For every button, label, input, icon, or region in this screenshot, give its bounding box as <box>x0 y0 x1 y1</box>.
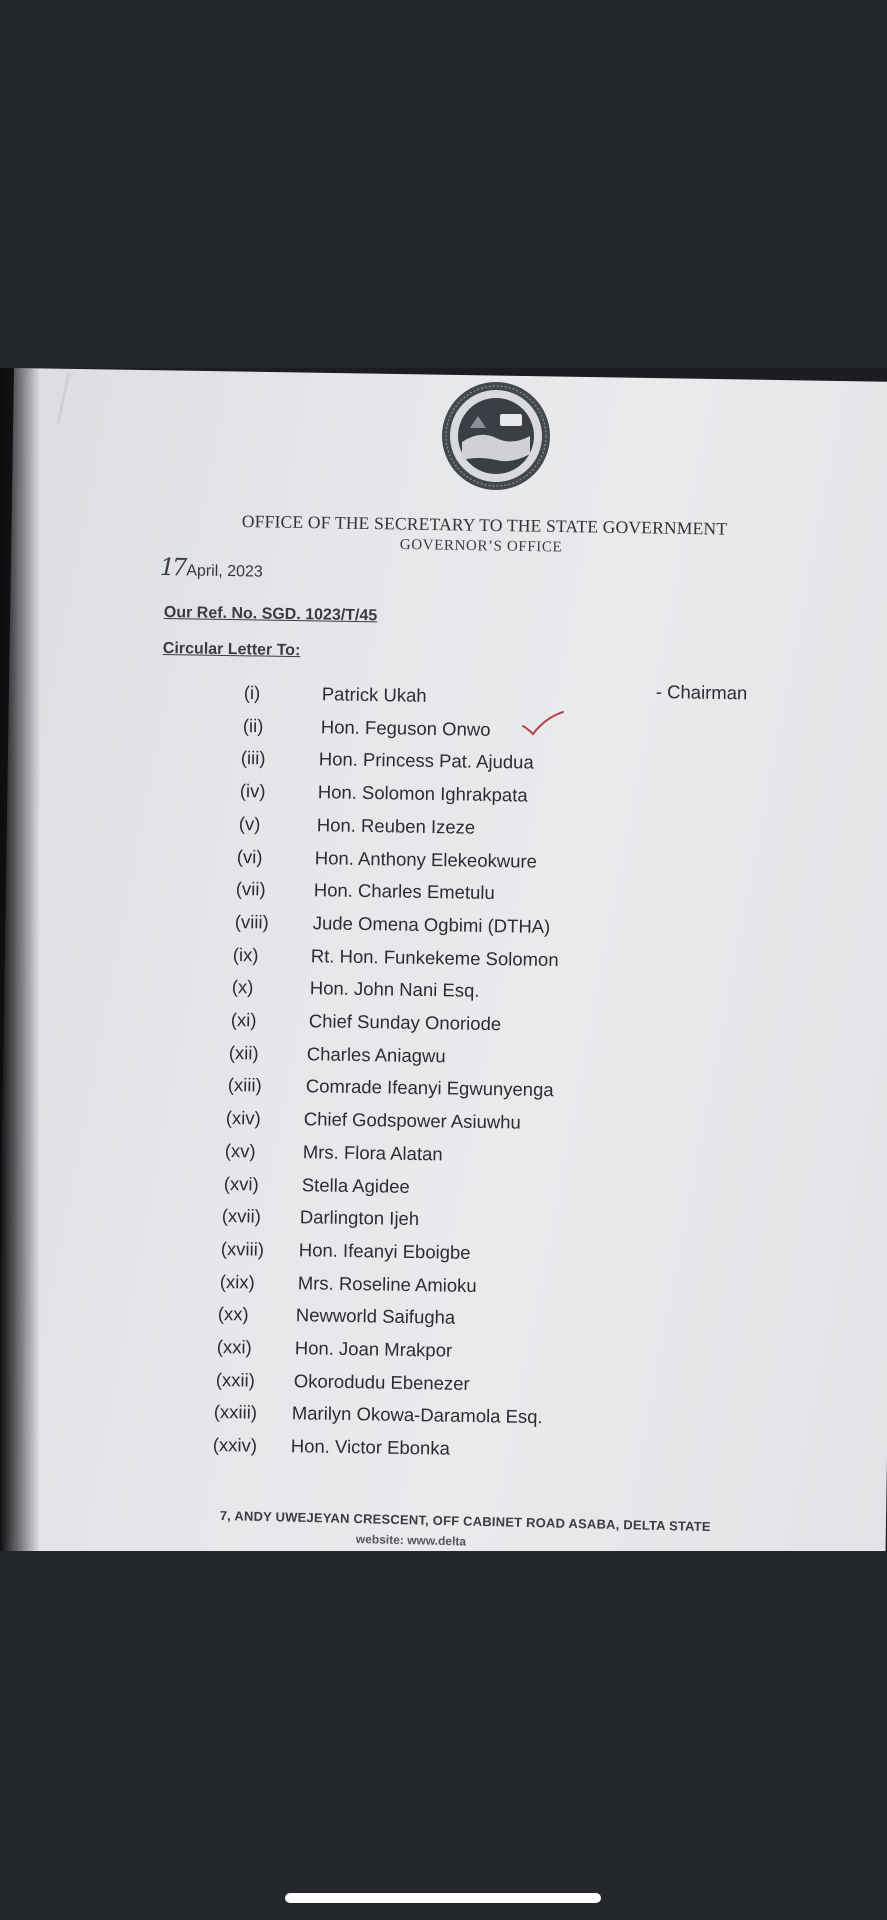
recipient-number: (xxi) <box>216 1336 252 1358</box>
recipient-number: (xxiv) <box>212 1434 258 1456</box>
recipient-name: Hon. Victor Ebonka <box>290 1435 450 1459</box>
recipient-name: Mrs. Roseline Amioku <box>297 1271 477 1296</box>
paper-edge-shadow <box>0 368 40 1551</box>
recipient-name: Hon. Reuben Izeze <box>316 814 475 838</box>
circular-heading: Circular Letter To: <box>162 640 301 660</box>
letter-date <box>160 553 263 583</box>
recipient-name: Marilyn Okowa-Daramola Esq. <box>291 1402 544 1428</box>
recipient-name: Darlington Ijeh <box>300 1206 420 1230</box>
recipient-number: (xiv) <box>226 1107 262 1129</box>
recipient-number: (iv) <box>239 780 266 802</box>
recipient-name: Patrick Ukah <box>321 683 427 706</box>
state-seal-icon <box>440 380 552 492</box>
recipient-number: (xx) <box>218 1303 250 1325</box>
recipient-number: (xxiii) <box>213 1401 258 1424</box>
recipient-name: Hon. Feguson Onwo <box>320 715 491 740</box>
recipient-number: (xi) <box>230 1009 257 1031</box>
checkmark-icon <box>521 710 565 736</box>
recipient-number: (x) <box>231 976 254 998</box>
recipient-name: Hon. John Nani Esq. <box>309 977 480 1002</box>
recipient-name: Charles Aniagwu <box>306 1042 446 1067</box>
recipient-number: (xxii) <box>215 1368 255 1391</box>
date-text: April, 2023 <box>186 562 263 581</box>
footer-website: website: www.delta <box>355 1532 467 1549</box>
recipient-name: Hon. Solomon Ighrakpata <box>317 781 528 806</box>
handwritten-date-day: 17 <box>159 553 185 582</box>
recipient-name: Okorodudu Ebenezer <box>293 1369 470 1394</box>
chairman-role: - Chairman <box>655 681 748 704</box>
office-title: OFFICE OF THE SECRETARY TO THE STATE GOVERNMENT <box>241 511 728 539</box>
recipient-number: (xviii) <box>220 1237 265 1260</box>
recipient-number: (xii) <box>228 1041 259 1064</box>
recipient-name: Comrade Ifeanyi Egwunyenga <box>305 1075 554 1101</box>
recipient-name: Mrs. Flora Alatan <box>302 1141 443 1165</box>
recipient-number: (i) <box>243 682 261 704</box>
recipient-name: Hon. Ifeanyi Eboigbe <box>298 1239 471 1263</box>
recipient-name: Rt. Hon. Funkekeme Solomon <box>310 944 559 970</box>
recipient-name: Hon. Anthony Elekeokwure <box>314 846 538 872</box>
footer-address: 7, ANDY UWEJEYAN CRESCENT, OFF CABINET ROAD ASABA, DELTA STATE <box>219 1508 711 1535</box>
recipient-number: (v) <box>238 812 261 835</box>
recipient-number: (viii) <box>234 910 269 933</box>
recipient-name: Hon. Joan Mrakpor <box>294 1337 453 1361</box>
recipient-name: Chief Sunday Onoriode <box>308 1010 501 1035</box>
recipient-name: Stella Agidee <box>301 1173 410 1197</box>
recipient-number: (xv) <box>224 1139 256 1162</box>
recipient-name: Newworld Saifugha <box>296 1304 456 1329</box>
office-subtitle: GOVERNOR’S OFFICE <box>399 537 563 556</box>
recipient-name: Chief Godspower Asiuwhu <box>304 1108 522 1133</box>
recipient-number: (xvii) <box>222 1205 262 1227</box>
recipient-number: (ii) <box>242 714 264 737</box>
recipient-name: Hon. Princess Pat. Ajudua <box>318 748 535 773</box>
recipient-number: (xix) <box>219 1270 255 1293</box>
reference-number: Our Ref. No. SGD. 1023/T/45 <box>163 604 378 625</box>
recipient-number: (iii) <box>240 747 266 769</box>
recipient-name: Hon. Charles Emetulu <box>313 879 495 904</box>
home-indicator[interactable] <box>285 1893 601 1903</box>
recipient-name: Jude Omena Ogbimi (DTHA) <box>312 912 550 937</box>
recipient-number: (xiii) <box>227 1074 262 1096</box>
recipient-number: (vii) <box>235 878 266 900</box>
recipient-number: (xvi) <box>223 1172 259 1195</box>
recipient-number: (vi) <box>236 845 263 867</box>
recipient-number: (ix) <box>232 943 259 965</box>
